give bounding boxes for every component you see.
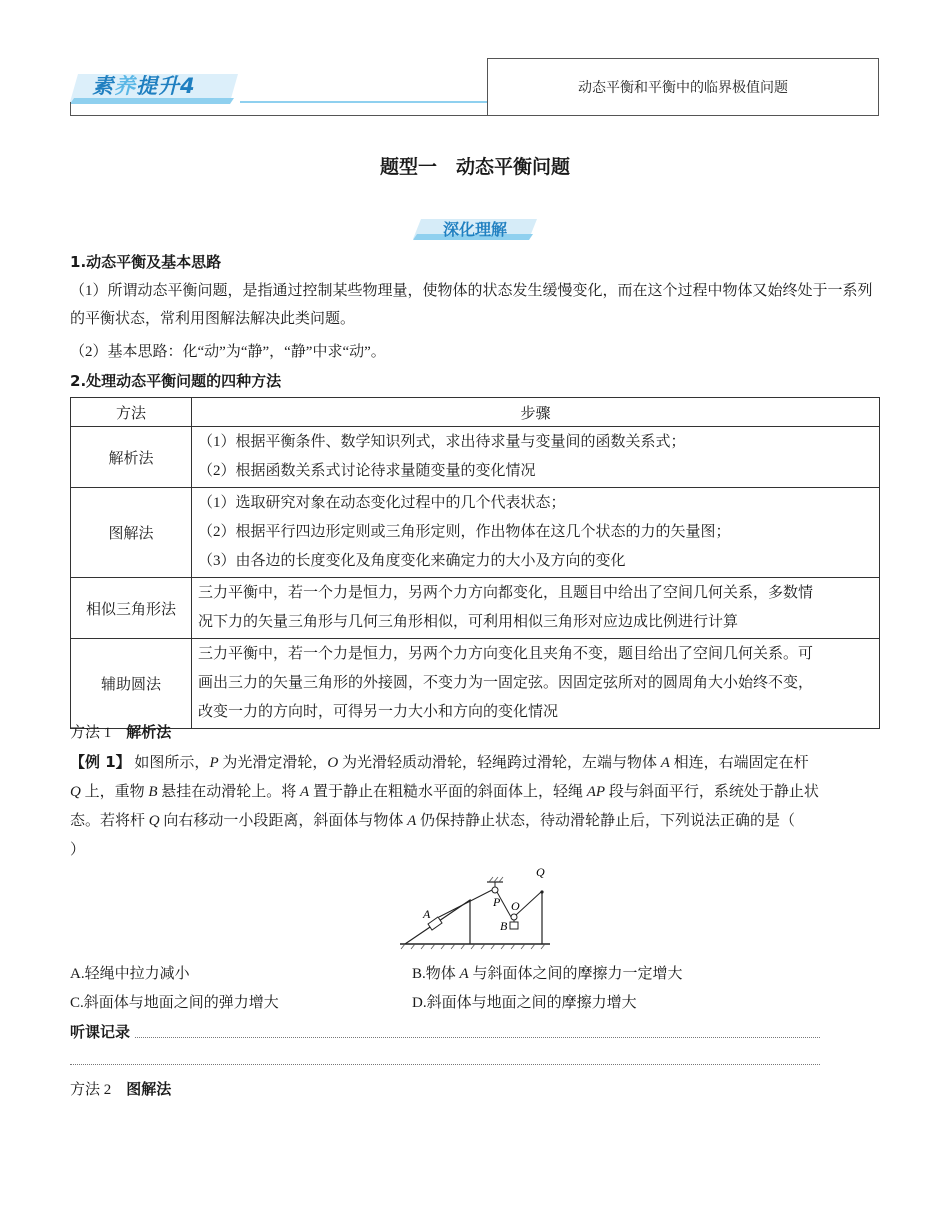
label-b: B — [500, 919, 508, 933]
section2-heading: 2.处理动态平衡问题的四种方法 — [70, 372, 282, 390]
method-steps: （1）选取研究对象在动态变化过程中的几个代表状态； （2）根据平行四边形定则或三角形定则，作出物体在这几个状态的力的矢量图； （3）由各边的长度变化及角度变化来确定力的大小及方向的变化 — [192, 488, 880, 578]
header-tick — [70, 102, 71, 116]
example1-line1: 【例 1】 如图所示，P 为光滑定滑轮，O 为光滑轻质动滑轮，轻绳跨过滑轮，左端与物体 A 相连，右端固定在杆 — [70, 753, 809, 771]
banner-title: 素养提升4 — [92, 74, 196, 98]
pulley-diagram — [395, 862, 555, 952]
methods-table — [70, 397, 880, 729]
label-p: P — [493, 895, 501, 909]
section1-heading: 1.动态平衡及基本思路 — [70, 253, 222, 271]
table-row — [71, 578, 880, 639]
table-header-row — [71, 398, 880, 427]
column-header-method: 方法 — [71, 398, 192, 427]
page-title: 题型一 动态平衡问题 — [379, 156, 570, 178]
method-name: 辅助圆法 — [71, 639, 192, 729]
example1-line2: Q 上，重物 B 悬挂在动滑轮上。将 A 置于静止在粗糙水平面的斜面体上，轻绳 AP 段与斜面平行，系统处于静止状 — [70, 784, 819, 800]
table-row — [71, 427, 880, 488]
option-d[interactable]: D.斜面体与地面之间的摩擦力增大 — [412, 995, 637, 1011]
notes-line-2[interactable] — [70, 1064, 820, 1065]
example1-line3: 态。若将杆 Q 向右移动一小段距离，斜面体与物体 A 仍保持静止状态，待动滑轮静止后，下列说法正确的是（ — [70, 813, 796, 829]
section1-paragraph1: （1）所谓动态平衡问题，是指通过控制某些物理量，使物体的状态发生缓慢变化，而在这个过程中物体又始终处于一系列的平衡状态，常利用图解法解决此类问题。 — [70, 283, 873, 327]
header-topic: 动态平衡和平衡中的临界极值问题 — [487, 58, 879, 116]
section-badge: 深化理解 — [442, 220, 507, 239]
label-o: O — [511, 899, 520, 913]
column-header-steps: 步骤 — [192, 398, 880, 427]
notes-label: 听课记录 — [70, 1023, 131, 1041]
table-row — [71, 639, 880, 729]
method-name: 图解法 — [71, 488, 192, 578]
header-rule — [70, 115, 488, 116]
method-name: 解析法 — [71, 427, 192, 488]
option-a[interactable]: A.轻绳中拉力减小 — [70, 966, 190, 982]
label-a: A — [423, 907, 431, 921]
method-steps: 三力平衡中，若一个力是恒力，另两个力方向都变化，且题目中给出了空间几何关系，多数情 况下力的矢量三角形与几何三角形相似，可利用相似三角形对应边成比例进行计算 — [192, 578, 880, 639]
label-q: Q — [536, 865, 545, 879]
option-b[interactable]: B.物体 A 与斜面体之间的摩擦力一定增大 — [412, 966, 683, 982]
method1-heading: 方法 1 解析法 — [70, 723, 172, 741]
table-row — [71, 488, 880, 578]
method-steps: （1）根据平衡条件、数学知识列式，求出待求量与变量间的函数关系式； （2）根据函数关系式讨论待求量随变量的变化情况 — [192, 427, 880, 488]
notes-line-1[interactable] — [135, 1037, 820, 1038]
option-c[interactable]: C.斜面体与地面之间的弹力增大 — [70, 995, 279, 1011]
method-name: 相似三角形法 — [71, 578, 192, 639]
method-steps: 三力平衡中，若一个力是恒力，另两个力方向变化且夹角不变，题目给出了空间几何关系。可 画出三力的矢量三角形的外接圆，不变力为一固定弦。因固定弦所对的圆周角大小始终不变， 改变一力的方向时，可得另一力大小和方向的变化情况 — [192, 639, 880, 729]
section1-paragraph2: （2）基本思路：化“动”为“静”，“静”中求“动”。 — [70, 344, 386, 360]
example1-line4: ） — [70, 842, 86, 858]
example-tag: 【例 1】 — [70, 753, 131, 771]
method2-heading: 方法 2 图解法 — [70, 1080, 172, 1098]
